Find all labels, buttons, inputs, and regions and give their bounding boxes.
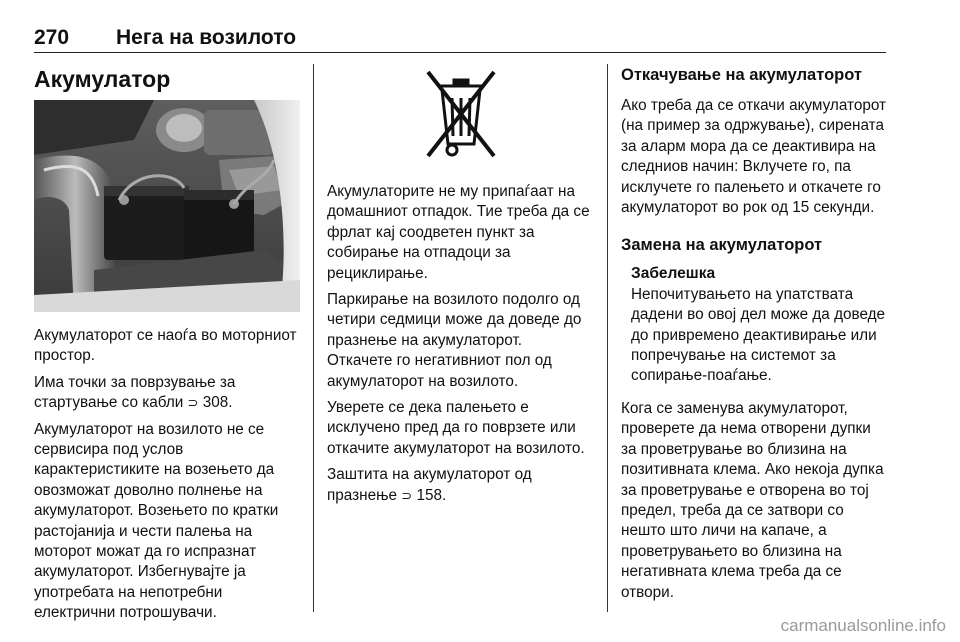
- battery-engine-photo: [34, 100, 300, 312]
- paragraph: Паркирање на возилото подолго од четири седмици може да доведе до празнење на акумулаторот.: [327, 291, 582, 349]
- paragraph-with-ref: [34, 373, 300, 414]
- paragraph: Ако треба да се откачи акумулаторот (на пример за одржување), сирената за аларм мора да се деактивира на следниов начин: Вклучете го, па исклучете го палењето и откачете го акумулаторот во рок од 15 секунди.: [621, 97, 887, 217]
- crossed-out-bin-icon: [420, 64, 502, 168]
- watermark: carmanualsonline.info: [780, 616, 946, 635]
- chapter-title: Нега на возилото: [116, 26, 297, 49]
- note-title: Забелешка: [631, 265, 716, 283]
- page-number: 270: [34, 26, 70, 49]
- note-text: Непочитувањето на упатствата дадени во овој дел може да доведе до привремено деактивирање или попречување на системот за сопирање-поаѓање.: [631, 285, 886, 385]
- heading-disconnect: Откачување на акумулаторот: [621, 66, 863, 84]
- note-box: [621, 264, 889, 386]
- column-2: [327, 64, 595, 506]
- column-divider-1: [313, 64, 314, 612]
- section-title: Акумулатор: [34, 66, 171, 92]
- arrow-ref-icon: ⊃: [401, 487, 413, 503]
- paragraph: Кога се заменува акумулаторот, проверете да нема отворени дупки за проветрување во близина на позитивната клема. Ако некоја дупка за проветрување е отворена во тој предел, треба да се затвори со нешто што личи на капаче, а проветрувањето во близина на негативната клема треба да се отвори.: [621, 399, 884, 601]
- paragraph: Уверете се дека палењето е исклучено пред да го поврзете или откачите акумулаторот на возилото.: [327, 399, 585, 457]
- paragraph: Откачете го негативниот пол од акумулаторот на возилото.: [327, 352, 552, 390]
- paragraph-with-ref: [327, 465, 595, 506]
- paragraph: Акумулаторот се наоѓа во моторниот простор.: [34, 327, 297, 365]
- paragraph: Акумулаторот на возилото не се сервисира под услов карактеристиките на возењето да овозможат доволно полнење на акумулаторот. Возењето по кратки растојанија и чести палења на моторот можат да го испразнат акумулаторот. Избегнувајте ја употребата на непотребни електрични потрошувачи.: [34, 420, 279, 622]
- arrow-ref-icon: ⊃: [187, 395, 199, 411]
- heading-replacement: Замена на акумулаторот: [621, 236, 823, 255]
- column-divider-2: [607, 64, 608, 612]
- page-header: [34, 24, 886, 53]
- page-reference-link[interactable]: 158.: [416, 486, 447, 504]
- column-3: [621, 64, 889, 603]
- paragraph: Акумулаторите не му припаѓаат на домашниот отпадок. Тие треба да се фрлат кај соодветен пункт за собирање на отпадоци за рециклирање.: [327, 183, 590, 282]
- paragraph-text: Има точки за поврзување за стартување со кабли: [34, 373, 236, 412]
- paragraph-text: Заштита на акумулаторот од празнење: [327, 466, 532, 504]
- column-1: [34, 64, 300, 624]
- page-reference-link[interactable]: 308.: [202, 394, 233, 412]
